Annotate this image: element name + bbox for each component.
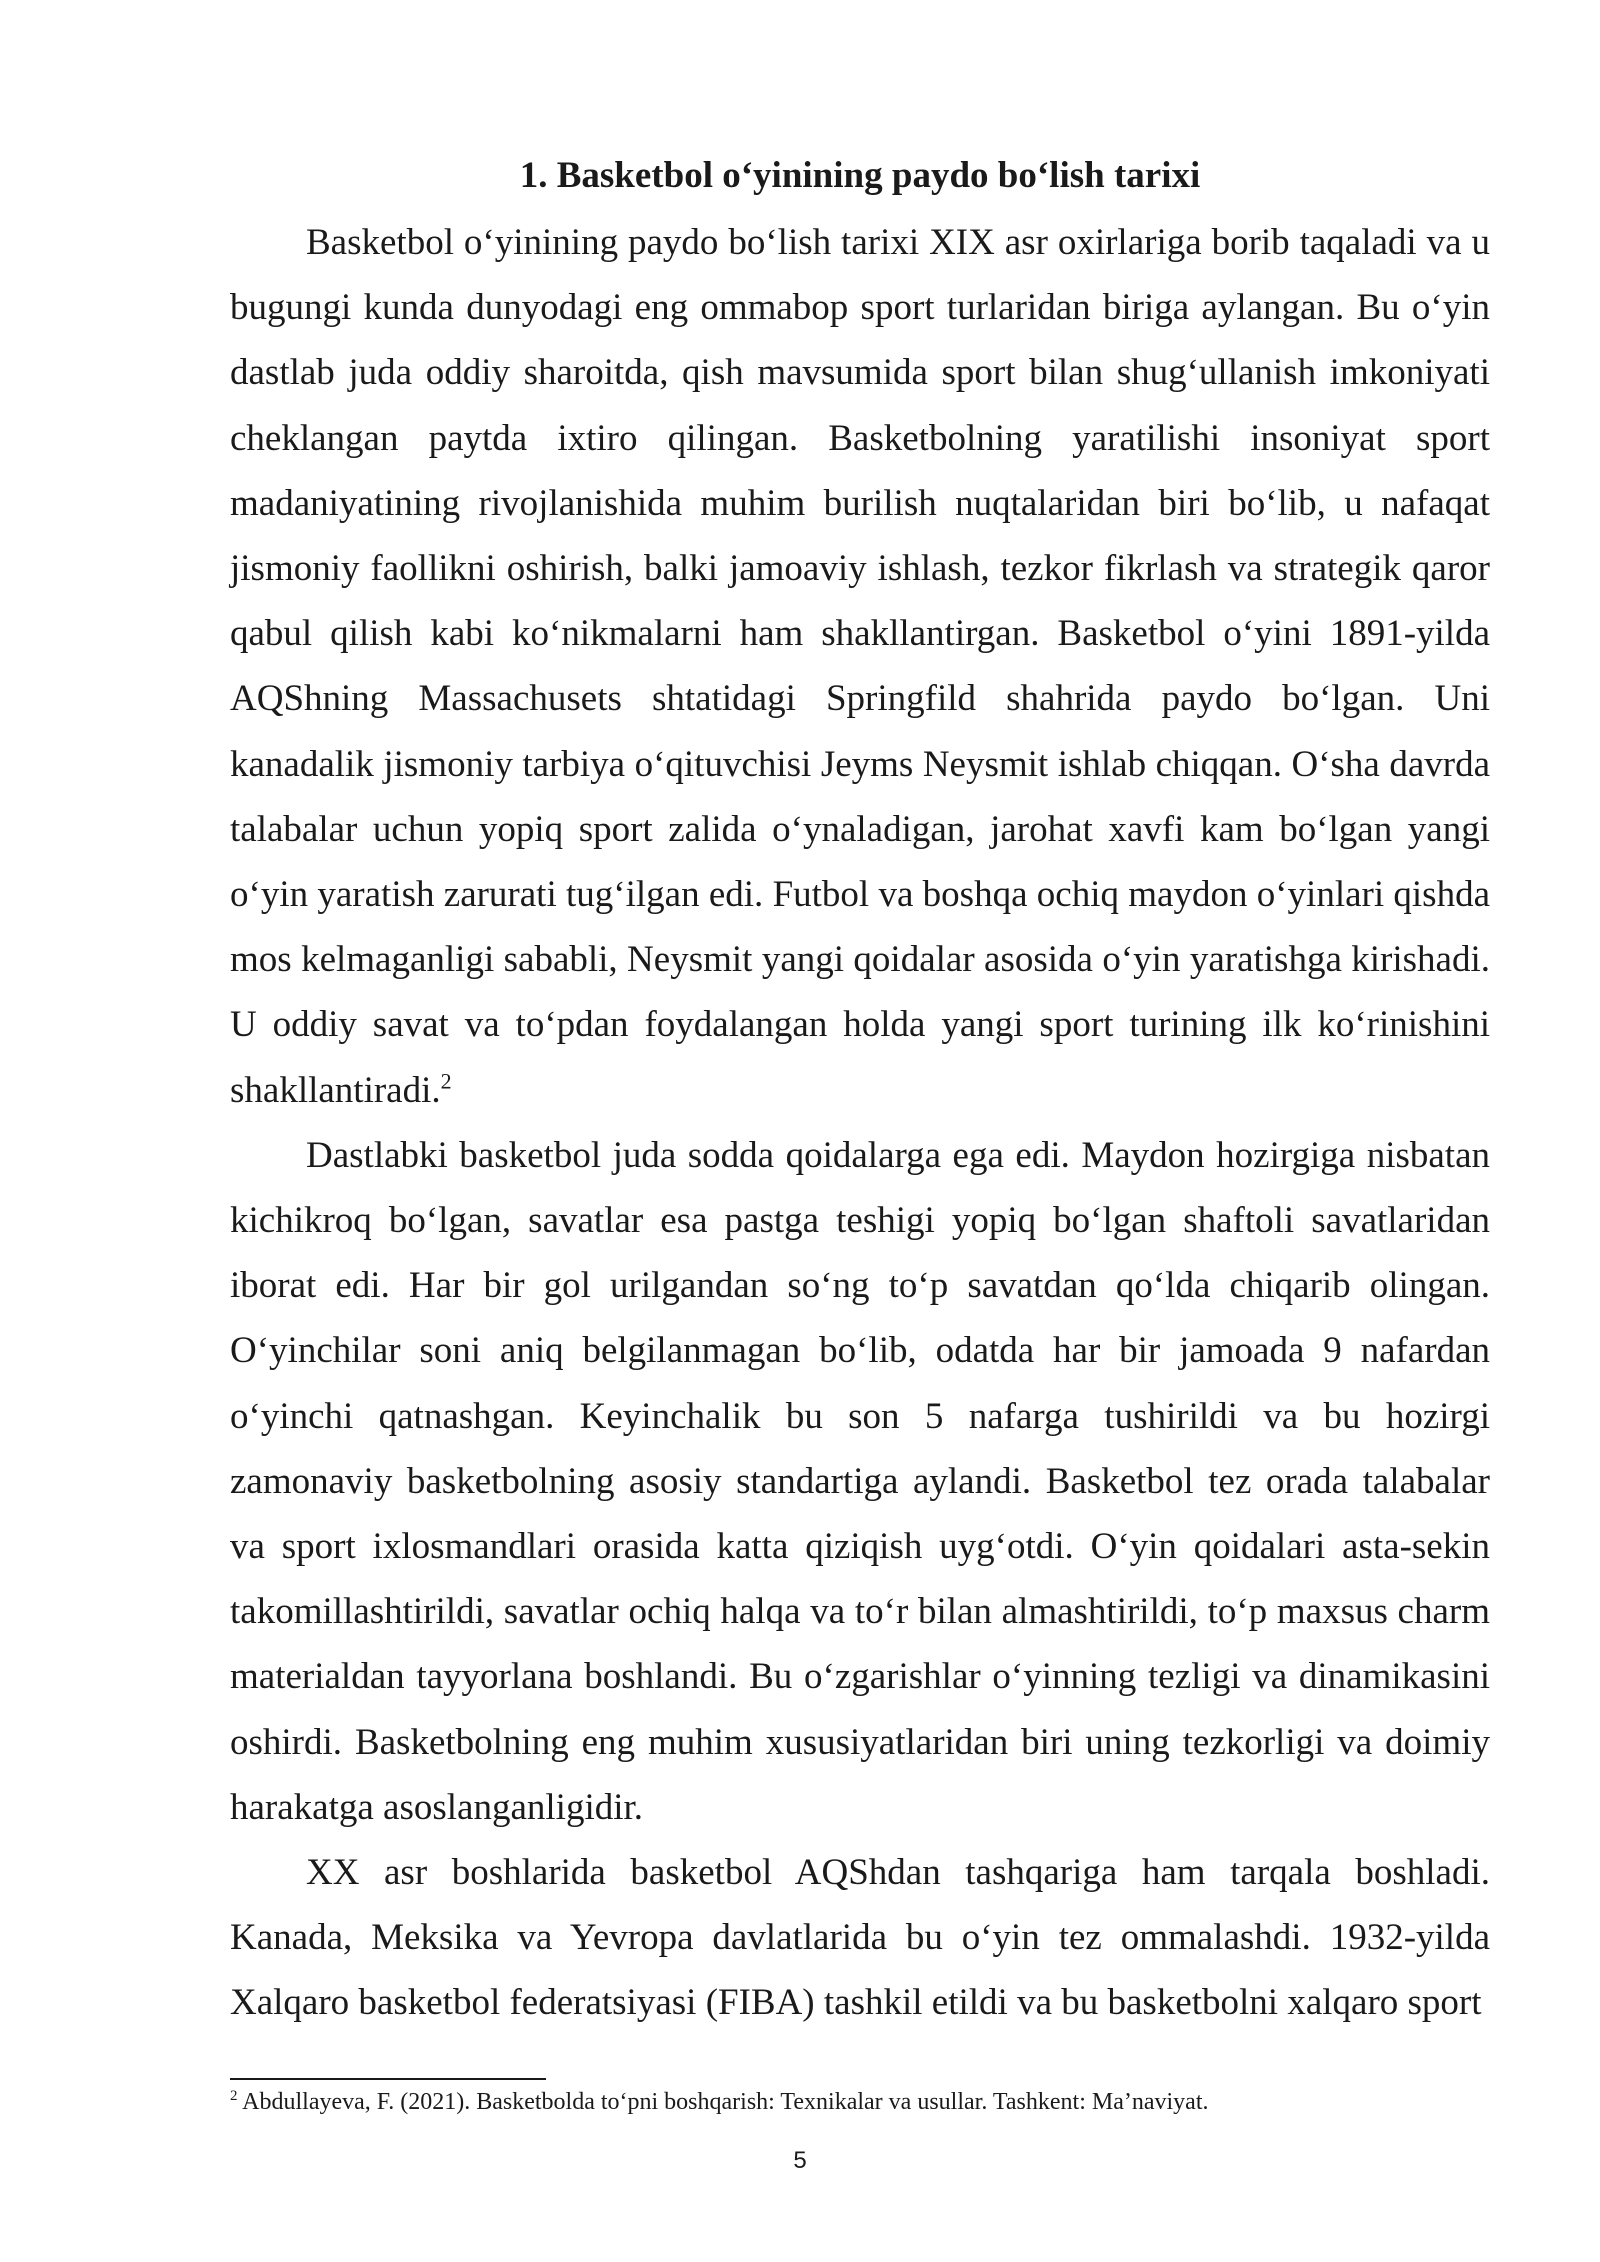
body-text (230, 210, 1490, 2036)
footnote-text: Abdullayeva, F. (2021). Basketbolda to‘pni boshqarish: Texnikalar va usullar. Tashkent: Ma’naviyat. (237, 2089, 1209, 2115)
paragraph-3-text: XX asr boshlarida basketbol AQShdan tashqariga ham tarqala boshladi. Kanada, Meksika va Yevropa davlatlarida bu o‘yin tez ommalashdi. 1932-yilda Xalqaro basketbol federatsiyasi (FIBA) tashkil etildi va bu basketbolni xalqaro sport (230, 1852, 1490, 2024)
paragraph-2-text: Dastlabki basketbol juda sodda qoidalarga ega edi. Maydon hozirgiga nisbatan kichikroq bo‘lgan, savatlar esa pastga teshigi yopiq bo‘lgan shaftoli savatlaridan iborat edi. Har bir gol urilgandan so‘ng to‘p savatdan qo‘lda chiqarib olingan. O‘yinchilar soni aniq belgilanmagan bo‘lib, odatda har bir jamoada 9 nafardan o‘yinchi qatnashgan. Keyinchalik bu son 5 nafarga tushirildi va bu hozirgi zamonaviy basketbolning asosiy standartiga aylandi. Basketbol tez orada talabalar va sport ixlosmandlari orasida katta qiziqish uyg‘otdi. O‘yin qoidalari asta-sekin takomillashtirildi, savatlar ochiq halqa va to‘r bilan almashtirildi, to‘p maxsus charm materialdan tayyorlana boshlandi. Bu o‘zgarishlar o‘yinning tezligi va dinamikasini oshirdi. Basketbolning eng muhim xususiyatlaridan biri uning tezkorligi va doimiy harakatga asoslanganligidir. (230, 1134, 1490, 1828)
paragraph-3 (230, 1840, 1490, 2036)
footnote-divider (230, 2078, 546, 2080)
footnote-marker: 2 (230, 2088, 238, 2104)
paragraph-1-text: Basketbol o‘yinining paydo bo‘lish tarixi XIX asr oxirlariga borib taqaladi va u bugungi kunda dunyodagi eng ommabop sport turlaridan biriga aylangan. Bu o‘yin dastlab juda oddiy sharoitda, qish mavsumida sport bilan shug‘ullanish imkoniyati cheklangan paytda ixtiro qilingan. Basketbolning yaratilishi insoniyat sport madaniyatining rivojlanishida muhim burilish nuqtalaridan biri bo‘lib, u nafaqat jismoniy faollikni oshirish, balki jamoaviy ishlash, tezkor fikrlash va strategik qaror qabul qilish kabi ko‘nikmalarni ham shakllantirgan. Basketbol o‘yini 1891-yilda AQShning Massachusets shtatidagi Springfild shahrida paydo bo‘lgan. Uni kanadalik jismoniy tarbiya o‘qituvchisi Jeyms Neysmit ishlab chiqqan. O‘sha davrda talabalar uchun yopiq sport zalida o‘ynaladigan, jarohat xavfi kam bo‘lgan yangi o‘yin yaratish zarurati tug‘ilgan edi. Futbol va boshqa ochiq maydon o‘yinlari qishda mos kelmaganligi sababli, Neysmit yangi qoidalar asosida o‘yin yaratishga kirishadi. U oddiy savat va to‘pdan foydalangan holda yangi sport turining ilk ko‘rinishini shakllantiradi. (230, 222, 1490, 1111)
paragraph-1 (230, 210, 1490, 1123)
section-heading: 1. Basketbol o‘yinining paydo bo‘lish tarixi (519, 155, 1201, 196)
footnote-reference[interactable]: 2 (440, 1068, 452, 1094)
footnote (230, 2086, 1490, 2118)
paragraph-2 (230, 1123, 1490, 1840)
page-number: 5 (793, 2147, 807, 2174)
